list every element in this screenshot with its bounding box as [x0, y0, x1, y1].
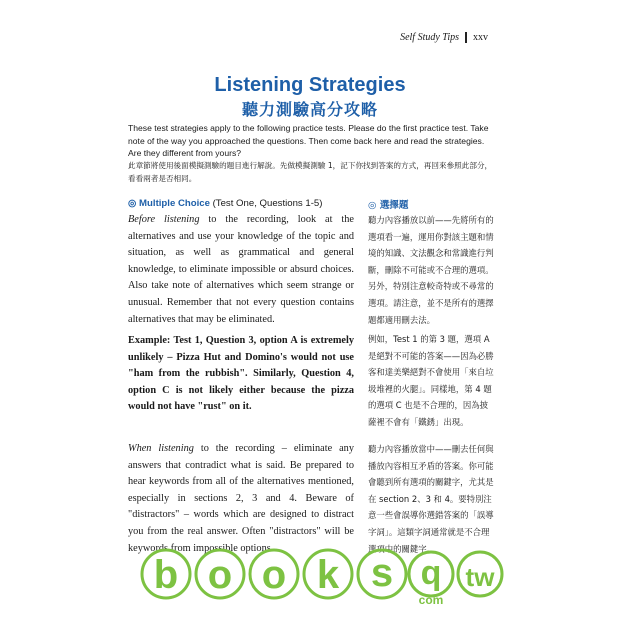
watermark-letter: o [261, 553, 287, 597]
header-divider [465, 32, 467, 43]
paragraph-body: to the recording, look at the alternatives and use your knowledge of the topic and situation, as well as grammatical and general knowledge, to eliminate impossible or absurd choices. Also take note of alternatives which seem strange or unusual. Remember that not every question contains alternatives that may be eliminated. [128, 214, 354, 325]
paragraph-example: Example: Test 1, Question 3, option A is extremely unlikely – Pizza Hut and Domino's would not use "ham from the rubbish". Similarly, Question 4, option C is not likely either because the pizza would not have "rust" on it. [128, 335, 354, 413]
section-heading-bold: Multiple Choice [139, 198, 210, 209]
bullet-circle-icon: ◎ [128, 198, 137, 209]
page-number: xxv [473, 32, 488, 43]
section-heading-en [128, 198, 322, 209]
paragraph-lead: Before listening [128, 214, 200, 225]
intro-paragraph-en: These test strategies apply to the following practice tests. Please do the first practice test. Take note of the way you approached the questions. Then come back here and read the strategies. Are they different from yours? [128, 123, 489, 158]
section-heading-rest: (Test One, Questions 1-5) [209, 198, 323, 209]
watermark-letter: o [207, 553, 233, 597]
watermark-tw: tw [465, 562, 495, 592]
watermark-letter: s [370, 551, 394, 595]
bookstw-watermark [140, 538, 510, 610]
running-title: Self Study Tips [400, 32, 459, 43]
watermark-com: com [418, 593, 444, 607]
running-header [400, 32, 488, 43]
watermark-letter: q [420, 554, 442, 592]
watermark-letter: k [316, 553, 340, 597]
watermark-letter: b [153, 553, 179, 597]
page-title-zh: 聽力測驗高分攻略 [241, 100, 378, 119]
page-title-en: Listening Strategies [214, 74, 406, 96]
paragraph-body: to the recording – eliminate any answers that contradict what is said. Be prepared to hear keywords from all of the alternatives mentioned, especially in sections 2, 3 and 4. Beware of "distractors" – words which are designed to distract you from the real answer. Often "distractors" will be keywords from impossible options. [128, 443, 354, 554]
section-heading-zh-text: 選擇題 [379, 200, 409, 211]
paragraph-zh-when-listening: 聽力內容播放當中——刪去任何與播放內容相互矛盾的答案。你可能會聽到所有選項的關鍵字，尤其是在 section 2、3 和 4。要特別注意一些會誤導你選錯答案的「誤導字詞」。這類字詞通常就是不合理選項中的關鍵字。 [368, 444, 494, 554]
section-heading-zh [368, 197, 409, 211]
paragraph-zh-example: 例如，Test 1 的第 3 題，選項 A 是絕對不可能的答案——因為必勝客和達美樂絕對不會使用「來自垃圾堆裡的火腿」。同樣地，第 4 題的選項 C 也是不合理的，因為披薩裡不會有「鐵銹」出現。 [368, 334, 494, 427]
paragraph-before-listening [128, 212, 354, 328]
paragraph-lead: When listening [128, 443, 194, 454]
bullet-circle-icon: ◎ [368, 200, 377, 211]
paragraph-zh-before-listening: 聽力內容播放以前——先將所有的選項看一遍，運用你對該主題和情境的知識、文法觀念和常識進行判斷，刪除不可能或不合理的選項。另外，特別注意較奇特或不尋常的選項。請注意，並不是所有的選擇題都適用刪去法。 [368, 215, 494, 325]
intro-paragraph-zh: 此章節將使用後面模擬測驗的題目進行解說。先做模擬測驗 1，記下你找到答案的方式，再回來參照此部分，看看兩者是否相同。 [128, 161, 493, 183]
